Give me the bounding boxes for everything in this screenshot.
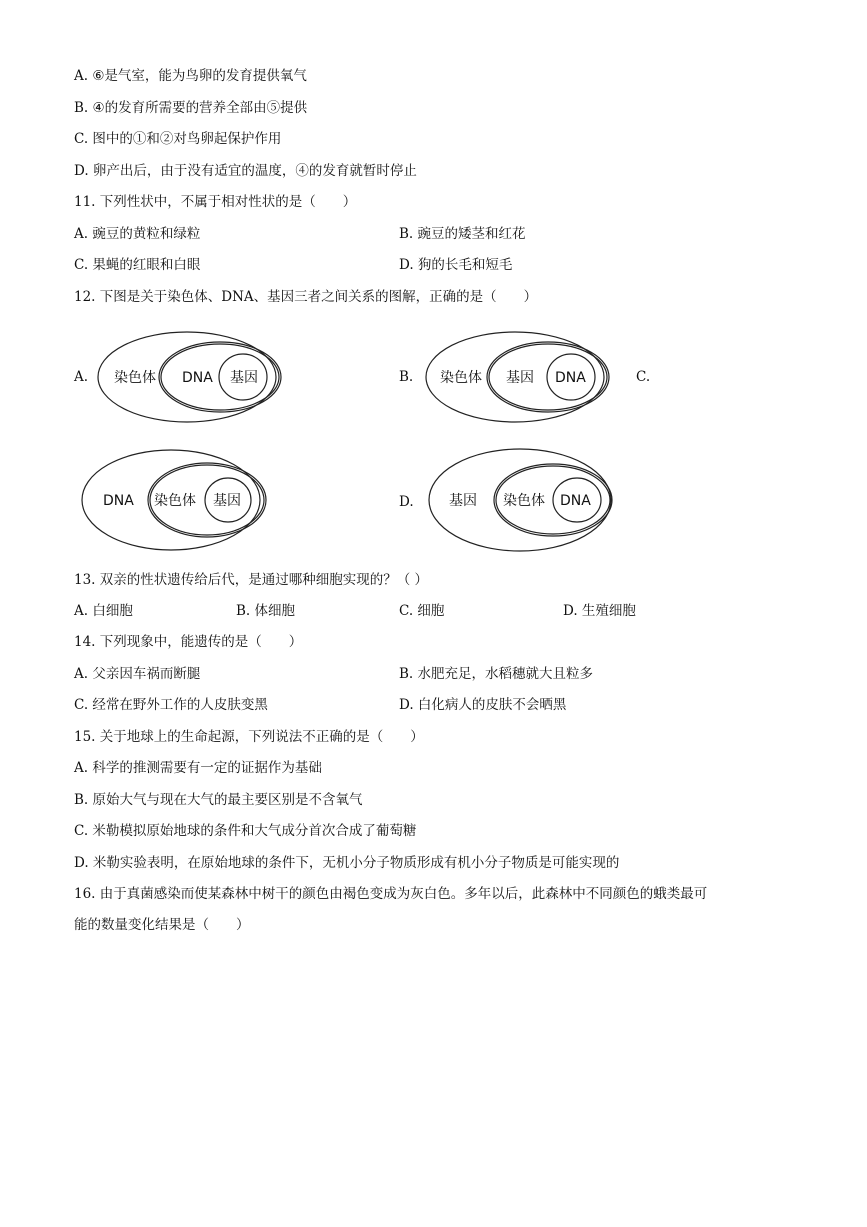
middle-label: 基因 (506, 370, 534, 386)
q13-option-d: D. 生殖细胞 (563, 603, 636, 619)
middle-label: DNA (182, 370, 213, 386)
q10-option-d: D. 卵产出后，由于没有适宜的温度，④的发育就暂时停止 (74, 163, 417, 179)
middle-ellipse-outline (159, 342, 281, 412)
q10-option-a: A. ⑥是气室，能为鸟卵的发育提供氧气 (74, 68, 307, 84)
q11-option-a: A. 豌豆的黄粒和绿粒 (74, 226, 201, 242)
q12-label-a: A. (74, 369, 89, 385)
outer-label: DNA (103, 493, 134, 509)
q13-stem: 13. 双亲的性状遗传给后代，是通过哪种细胞实现的？（ ） (74, 572, 429, 588)
outer-label: 染色体 (440, 370, 482, 386)
q11-stem: 11. 下列性状中，不属于相对性状的是（ ） (74, 194, 357, 210)
outer-label: 基因 (449, 493, 477, 509)
q11-option-b: B. 豌豆的矮茎和红花 (399, 226, 526, 242)
q15-option-c: C. 米勒模拟原始地球的条件和大气成分首次合成了葡萄糖 (74, 823, 417, 839)
q14-option-a: A. 父亲因车祸而断腿 (74, 666, 201, 682)
q10-option-c: C. 图中的①和②对鸟卵起保护作用 (74, 131, 282, 147)
q13-option-b: B. 体细胞 (236, 603, 296, 619)
q10-option-b: B. ④的发育所需要的营养全部由⑤提供 (74, 100, 308, 116)
inner-label: DNA (560, 493, 591, 509)
q14-stem: 14. 下列现象中，能遗传的是（ ） (74, 634, 303, 650)
q14-option-b: B. 水肥充足，水稻穗就大且粒多 (399, 666, 594, 682)
q12-label-c: C. (636, 369, 651, 385)
q15-stem: 15. 关于地球上的生命起源，下列说法不正确的是（ ） (74, 729, 424, 745)
middle-ellipse (161, 344, 279, 410)
inner-label: DNA (555, 370, 586, 386)
q15-option-d: D. 米勒实验表明，在原始地球的条件下，无机小分子物质形成有机小分子物质是可能实现的 (74, 855, 620, 871)
q12-diagram-b (424, 330, 616, 426)
q16-stem-line1: 16. 由于真菌感染而使某森林中树干的颜色由褐色变成为灰白色。多年以后，此森林中不同颜色的蛾类最可 (74, 886, 708, 902)
middle-label: 染色体 (154, 493, 196, 509)
q15-option-a: A. 科学的推测需要有一定的证据作为基础 (74, 760, 322, 776)
q14-option-d: D. 白化病人的皮肤不会晒黑 (399, 697, 567, 713)
q13-option-c: C. 细胞 (399, 603, 445, 619)
q12-label-d: D. (399, 494, 414, 510)
q12-diagram-a (96, 330, 288, 426)
q13-option-a: A. 白细胞 (74, 603, 133, 619)
q16-stem-line2: 能的数量变化结果是（ ） (74, 917, 250, 933)
q14-option-c: C. 经常在野外工作的人皮肤变黑 (74, 697, 268, 713)
outer-label: 染色体 (114, 370, 156, 386)
q11-option-c: C. 果蝇的红眼和白眼 (74, 257, 201, 273)
q12-stem: 12. 下图是关于染色体、DNA、基因三者之间关系的图解，正确的是（ ） (74, 289, 538, 305)
inner-label: 基因 (230, 370, 258, 386)
q12-diagram-c (80, 448, 272, 554)
q12-diagram-d (427, 447, 619, 555)
q15-option-b: B. 原始大气与现在大气的最主要区别是不含氧气 (74, 792, 363, 808)
inner-label: 基因 (213, 493, 241, 509)
middle-label: 染色体 (503, 493, 545, 509)
q11-option-d: D. 狗的长毛和短毛 (399, 257, 513, 273)
q12-label-b: B. (399, 369, 414, 385)
